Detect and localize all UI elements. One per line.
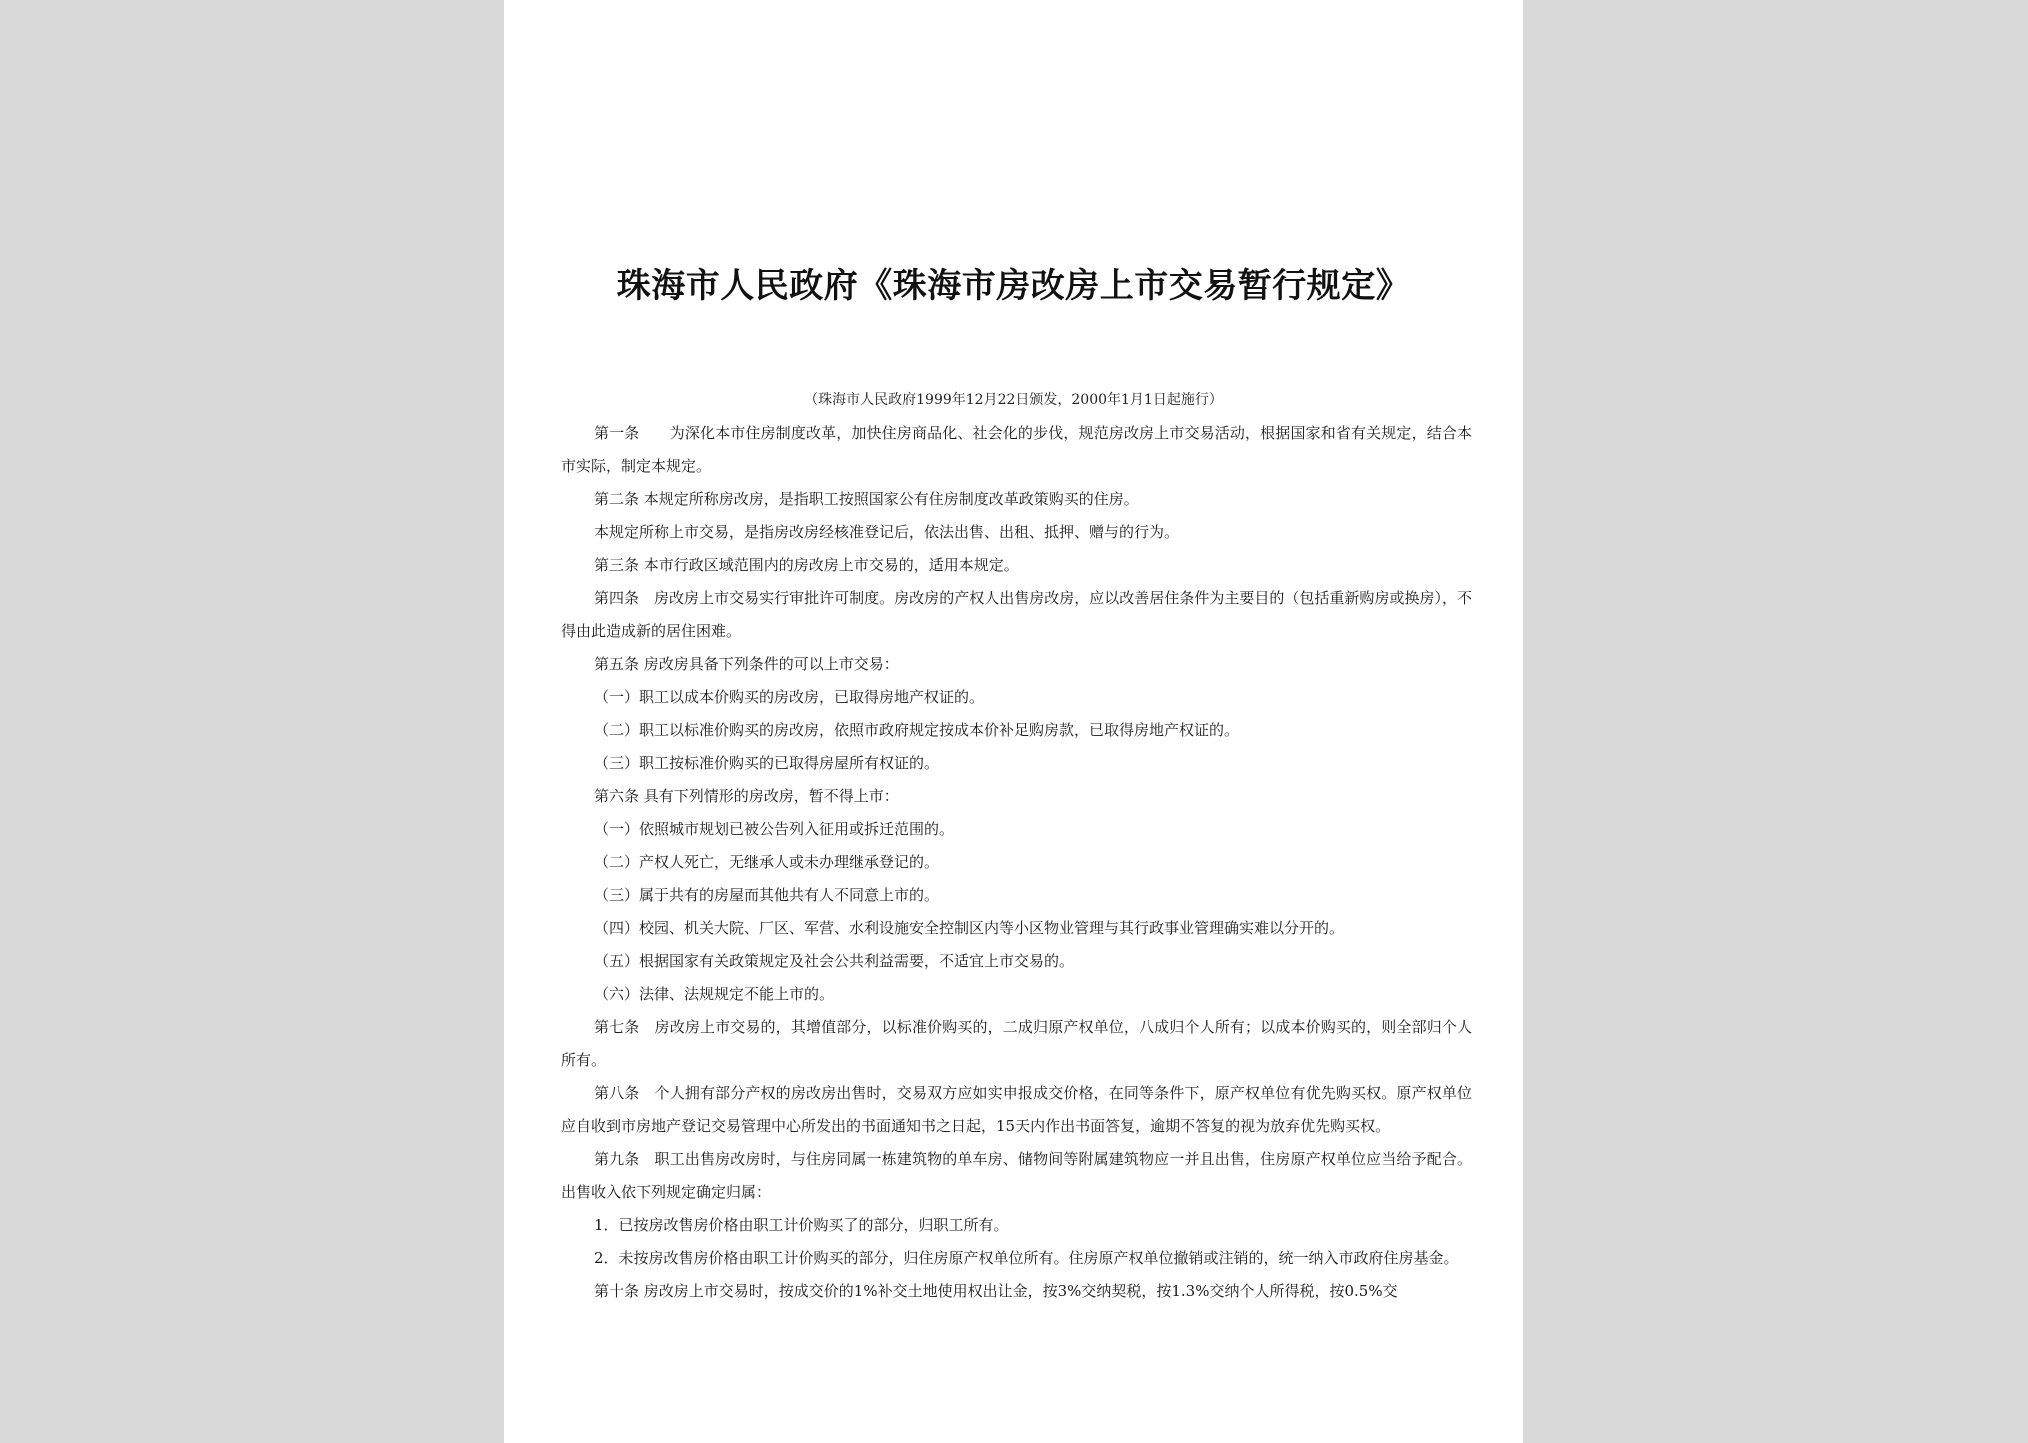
paragraph: （二）产权人死亡，无继承人或未办理继承登记的。 bbox=[594, 853, 940, 871]
document-title: 珠海市人民政府《珠海市房改房上市交易暂行规定》 bbox=[616, 266, 1411, 306]
paragraph: 第九条 职工出售房改房时，与住房同属一栋建筑物的单车房、储物间等附属建筑物应一并且出售，住房原产权单位应当给予配合。出售收入依下列规定确定归属： bbox=[561, 1150, 1472, 1201]
paragraph: （二）职工以标准价购买的房改房，依照市政府规定按成本价补足购房款，已取得房地产权证的。 bbox=[594, 721, 1240, 739]
paragraph: 1．已按房改售房价格由职工计价购买了的部分，归职工所有。 bbox=[594, 1216, 1009, 1234]
paragraph: （四）校园、机关大院、厂区、军营、水利设施安全控制区内等小区物业管理与其行政事业管理确实难以分开的。 bbox=[594, 919, 1345, 937]
paragraph: 2．未按房改售房价格由职工计价购买的部分，归住房原产权单位所有。住房原产权单位撤销或注销的，统一纳入市政府住房基金。 bbox=[594, 1249, 1459, 1267]
paragraph: 本规定所称上市交易，是指房改房经核准登记后，依法出售、出租、抵押、赠与的行为。 bbox=[594, 523, 1180, 541]
paragraph: （三）属于共有的房屋而其他共有人不同意上市的。 bbox=[594, 886, 940, 904]
document-body bbox=[561, 417, 1472, 1308]
paragraph: 第十条 房改房上市交易时，按成交价的1%补交土地使用权出让金，按3%交纳契税，按1.3%交纳个人所得税，按0.5%交 bbox=[594, 1282, 1398, 1300]
paragraph: （一）依照城市规划已被公告列入征用或拆迁范围的。 bbox=[594, 820, 955, 838]
paragraph: 第八条 个人拥有部分产权的房改房出售时，交易双方应如实申报成交价格，在同等条件下，原产权单位有优先购买权。原产权单位应自收到市房地产登记交易管理中心所发出的书面通知书之日起，15天内作出书面答复，逾期不答复的视为放弃优先购买权。 bbox=[561, 1084, 1472, 1135]
paragraph: 第一条 为深化本市住房制度改革，加快住房商品化、社会化的步伐，规范房改房上市交易活动，根据国家和省有关规定，结合本市实际，制定本规定。 bbox=[561, 424, 1472, 475]
document-page bbox=[504, 0, 1523, 1443]
paragraph: （六）法律、法规规定不能上市的。 bbox=[594, 985, 835, 1003]
paragraph: 第二条 本规定所称房改房，是指职工按照国家公有住房制度改革政策购买的住房。 bbox=[594, 490, 1139, 508]
paragraph: 第六条 具有下列情形的房改房，暂不得上市： bbox=[594, 787, 899, 805]
document-subtitle: （珠海市人民政府1999年12月22日颁发，2000年1月1日起施行） bbox=[804, 392, 1223, 408]
paragraph: 第四条 房改房上市交易实行审批许可制度。房改房的产权人出售房改房，应以改善居住条件为主要目的（包括重新购房或换房），不得由此造成新的居住困难。 bbox=[561, 589, 1472, 640]
paragraph: （五）根据国家有关政策规定及社会公共利益需要，不适宜上市交易的。 bbox=[594, 952, 1075, 970]
paragraph: 第五条 房改房具备下列条件的可以上市交易： bbox=[594, 655, 899, 673]
paragraph: 第七条 房改房上市交易的，其增值部分，以标准价购买的，二成归原产权单位，八成归个人所有；以成本价购买的，则全部归个人所有。 bbox=[561, 1018, 1472, 1069]
paragraph: （三）职工按标准价购买的已取得房屋所有权证的。 bbox=[594, 754, 940, 772]
paragraph: 第三条 本市行政区域范围内的房改房上市交易的，适用本规定。 bbox=[594, 556, 1019, 574]
paragraph: （一）职工以成本价购买的房改房，已取得房地产权证的。 bbox=[594, 688, 985, 706]
